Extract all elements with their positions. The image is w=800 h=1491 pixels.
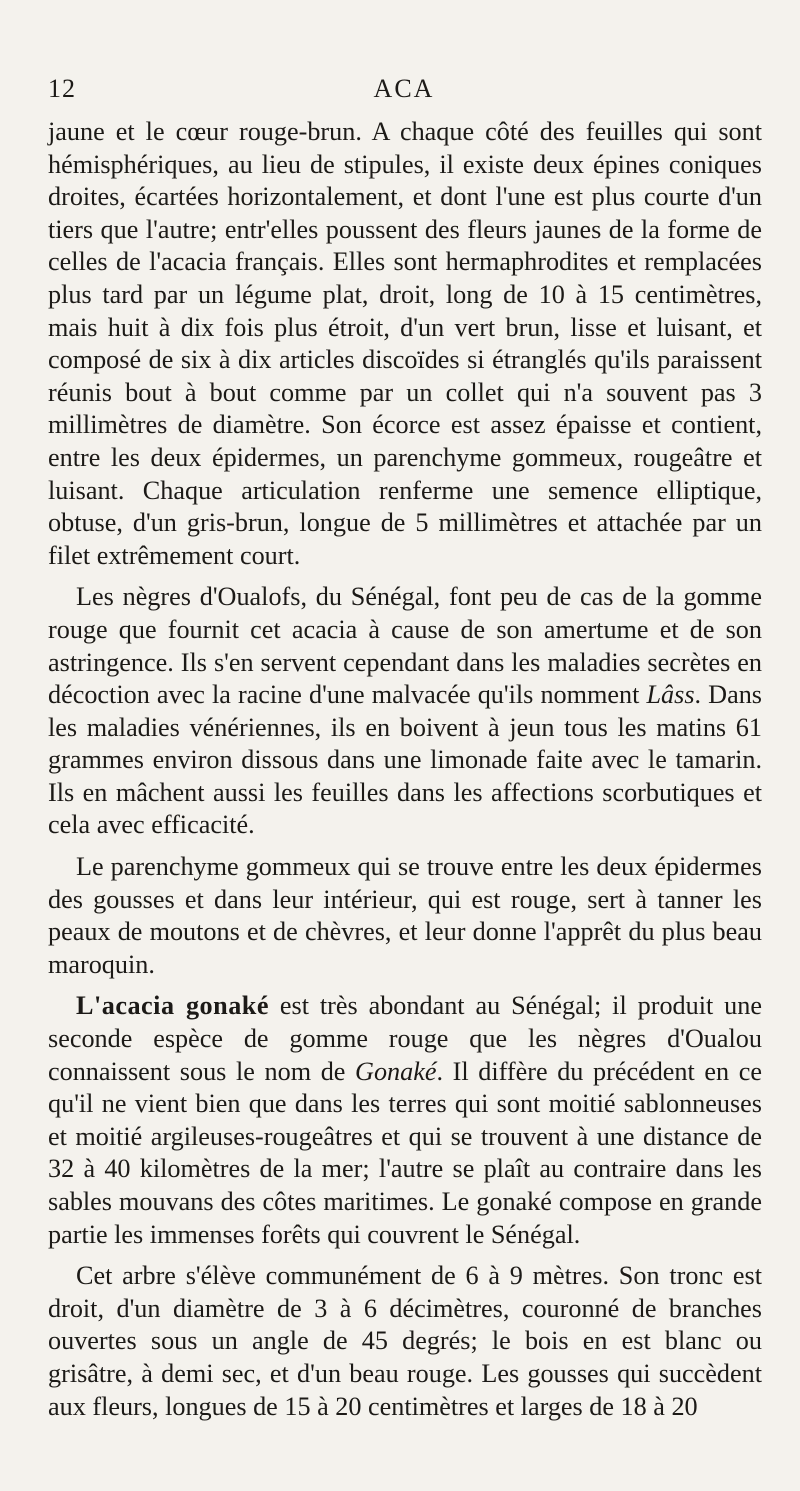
running-head: ACA [373, 74, 435, 103]
paragraph-uses-text-before: Les nègres d'Oualofs, du Sénégal, font peu de cas de la gomme rouge que fournit cet acacia à cause de son amertume et de son astringence. Ils s'en servent cependant dans les maladies secrètes en décoction avec la racine d'une malvacée qu'ils nomment [48, 582, 762, 710]
paragraph-tree: Cet arbre s'élève communément de 6 à 9 mètres. Son tronc est droit, d'un diamètre de 3 à 6 décimètres, couronné de branches ouvertes sous un angle de 45 degrés; le bois en est blanc ou grisâtre, à demi sec, et d'un beau rouge. Les gousses qui succèdent aux fleurs, longues de 15 à 20 centimètres et larges de 18 à 20 [48, 1261, 762, 1421]
page-header [48, 74, 760, 110]
page-number: 12 [48, 74, 76, 103]
paragraph-gonake [48, 990, 762, 1251]
entry-heading-acacia-gonake: L'acacia gonaké [76, 991, 269, 1021]
paragraph-tanning: Le parenchyme gommeux qui se trouve entre les deux épidermes des gousses et dans leur intérieur, qui est rouge, sert à tanner les peaux de moutons et de chèvres, et leur donne l'apprêt du plus beau maroquin. [48, 852, 762, 979]
plant-name-gonake: Gonaké [355, 1056, 437, 1086]
paragraph-uses-text-after: . Dans les maladies vénériennes, ils en boivent à jeun tous les matins 61 grammes environ dissous dans une limonade faite avec le tamarin. Ils en mâchent aussi les feuilles dans les affections scorbutiques et cela avec efficacité. [48, 680, 762, 840]
body-text [48, 116, 762, 1432]
paragraph-uses [48, 581, 762, 842]
plant-name-lass: Lâss [646, 680, 695, 710]
paragraph-gonake-text-before: est très abondant au Sénégal; il produit une seconde espèce de gomme rouge que les nègres d'Oualou connaissent sous le nom de [48, 991, 762, 1086]
paragraph-description: jaune et le cœur rouge-brun. A chaque côté des feuilles qui sont hémisphériques, au lieu de stipules, il existe deux épines coniques droites, écartées horizontalement, et dont l'une est plus courte d'un tiers que l'autre; entr'elles poussent des fleurs jaunes de la forme de celles de l'acacia français. Elles sont hermaphrodites et remplacées plus tard par un légume plat, droit, long de 10 à 15 centimètres, mais huit à dix fois plus étroit, d'un vert brun, lisse et luisant, et composé de six à dix articles discoïdes si étranglés qu'ils paraissent réunis bout à bout comme par un collet qui n'a souvent pas 3 millimètres de diamètre. Son écorce est assez épaisse et contient, entre les deux épidermes, un parenchyme gommeux, rougeâtre et luisant. Chaque articulation renferme une semence elliptique, obtuse, d'un gris-brun, longue de 5 millimètres et attachée par un filet extrêmement court. [48, 117, 762, 570]
paragraph-gonake-text-after: . Il diffère du précédent en ce qu'il ne vient bien que dans les terres qui sont moitié sablonneuses et moitié argileuses-rougeâtres et qui se trouvent à une distance de 32 à 40 kilomètres de la mer; l'autre se plaît au contraire dans les sables mouvans des côtes maritimes. Le gonaké compose en grande partie les immenses forêts qui couvrent le Sénégal. [48, 1056, 763, 1249]
